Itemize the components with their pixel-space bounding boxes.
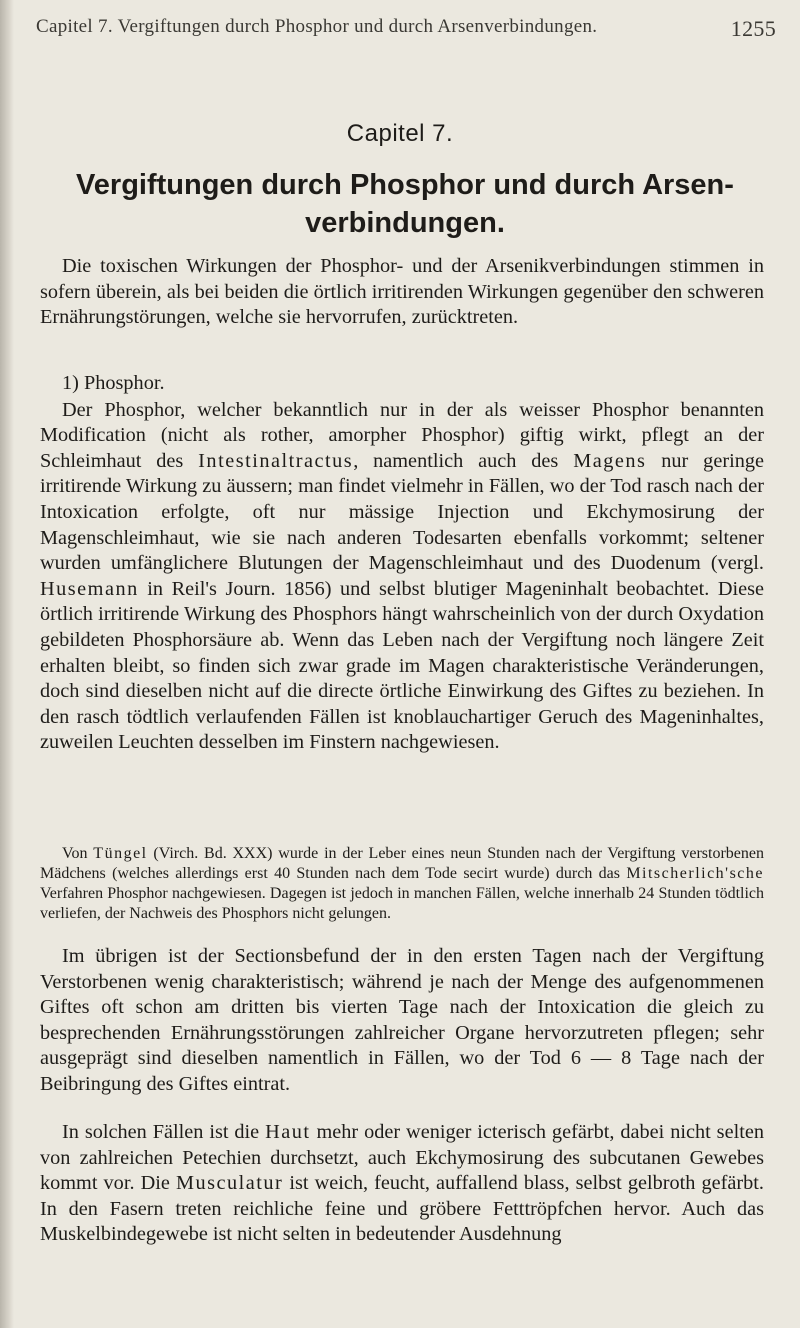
text-run: (Virch. Bd. XXX) wurde in der Leber eines neun Stunden nach der Vergiftung verstorbenen Mädchens (welches allerdings erst 40 Stunden nach dem Tode secirt wurde) durch das xyxy=(40,845,764,882)
skin-muscle-paragraph xyxy=(40,1120,764,1248)
section-findings xyxy=(40,944,764,1098)
chapter-label: Capitel 7. xyxy=(346,120,454,147)
intro-text: Die toxischen Wirkungen der Phosphor- und der Arsenikverbindungen stimmen in sofern überein, als bei beiden die örtlich irritirenden Wirkungen gegenüber den schweren Ernährungstörungen, welche sie hervorrufen, zurücktreten. xyxy=(40,255,764,329)
phosphor-section xyxy=(40,371,764,756)
term-musculatur: Musculatur xyxy=(175,1172,284,1195)
text-run: , namentlich auch des xyxy=(353,449,574,472)
term-haut: Haut xyxy=(265,1121,311,1143)
text-run: In solchen Fällen ist die xyxy=(62,1121,266,1143)
text-run: mehr oder weniger icterisch gefärbt, dabei nicht selten von zahlreichen Petechien durchsetzt, auch Ekchymosirung des subcutanen Gewebes kommt vor. Die xyxy=(40,1121,764,1195)
text-run: ist weich, feucht, auffallend blass, selbst gelbroth gefärbt. In den Fasern treten reichliche feine und gröbere Fetttröpfchen hervor. Auch das Muskelbindegewebe ist nicht selten in bedeutender Ausdehnung xyxy=(40,1172,764,1246)
text-run: in Reil's Journ. 1856) und selbst blutiger Mageninhalt beobachtet. Diese örtlich irritirende Wirkung des Phosphors hängt wahrscheinlich von der durch Oxydation gebildeten Phosphorsäure ab. Wenn das Leben nach der Vergiftung noch längere Zeit erhalten bleibt, so finden sich zwar grade im Magen charakteristische Veränderungen, doch sind dieselben nicht auf die directe örtliche Einwirkung des Giftes zu beziehen. In den rasch tödtlich verlaufenden Fällen ist knoblauchartiger Geruch des Mageninhaltes, zuweilen Leuchten desselben im Finstern nachgewiesen. xyxy=(40,577,764,754)
skin-muscle-section xyxy=(40,1120,764,1248)
intro-paragraph xyxy=(40,254,764,331)
page-number: 1255 xyxy=(730,16,776,41)
author-husemann: Husemann xyxy=(40,577,139,600)
small-print-note xyxy=(40,844,764,924)
chapter-title: Vergiftungen durch Phosphor und durch Arsen-verbindungen. xyxy=(76,169,734,239)
text-run: nur geringe irritirende Wirkung zu äussern; man findet vielmehr in Fällen, wo der Tod rasch nach der Intoxication erfolgte, oft nur mässige Injection und Ekchymosirung der Magenschleimhaut, wie sie nach anderen Todesarten ebenfalls vorkommt; seltener wurden umfänglichere Blutungen der Magenschleimhaut und des Duodenum (vergl. xyxy=(40,449,764,575)
term-magens: Magens xyxy=(573,449,647,472)
note-paragraph xyxy=(40,844,764,924)
page-gutter-shadow xyxy=(0,0,14,1328)
author-tuengel: Tüngel xyxy=(93,845,148,862)
running-title: Capitel 7. Vergiftungen durch Phosphor und durch Arsenverbindungen. xyxy=(36,16,598,37)
phosphor-paragraph xyxy=(40,398,764,756)
author-mitscherlich: Mitscherlich'sche xyxy=(626,865,764,882)
text-run: Verfahren Phosphor nachgewiesen. Dagegen ist jedoch in manchen Fällen, welche innerhalb 24 Stunden tödtlich verliefen, der Nachweis des Phosphors nicht gelungen. xyxy=(40,885,764,922)
section-heading: 1) Phosphor. xyxy=(62,372,165,394)
text-run: Von xyxy=(62,845,94,862)
term-intestinaltractus: Intestinaltractus xyxy=(198,449,354,472)
findings-paragraph: Im übrigen ist der Sectionsbefund der in den ersten Tagen nach der Vergiftung Verstorbenen wenig charakteristisch; während je nach der Menge des aufgenommenen Giftes oft schon am dritten bis vierten Tage nach der Intoxication die gleich zu besprechenden Ernährungsstörungen zahlreicher Organe hervorzutreten pflegen; sehr ausgeprägt sind dieselben namentlich in Fällen, wo der Tod 6 — 8 Tage nach der Beibringung des Giftes eintrat. xyxy=(40,945,764,1095)
running-header xyxy=(36,16,776,42)
text-run: Der Phosphor, welcher bekanntlich nur in der als weisser Phosphor benannten Modification (nicht als rother, amorpher Phosphor) giftig wirkt, pflegt an der Schleimhaut des xyxy=(40,398,764,472)
